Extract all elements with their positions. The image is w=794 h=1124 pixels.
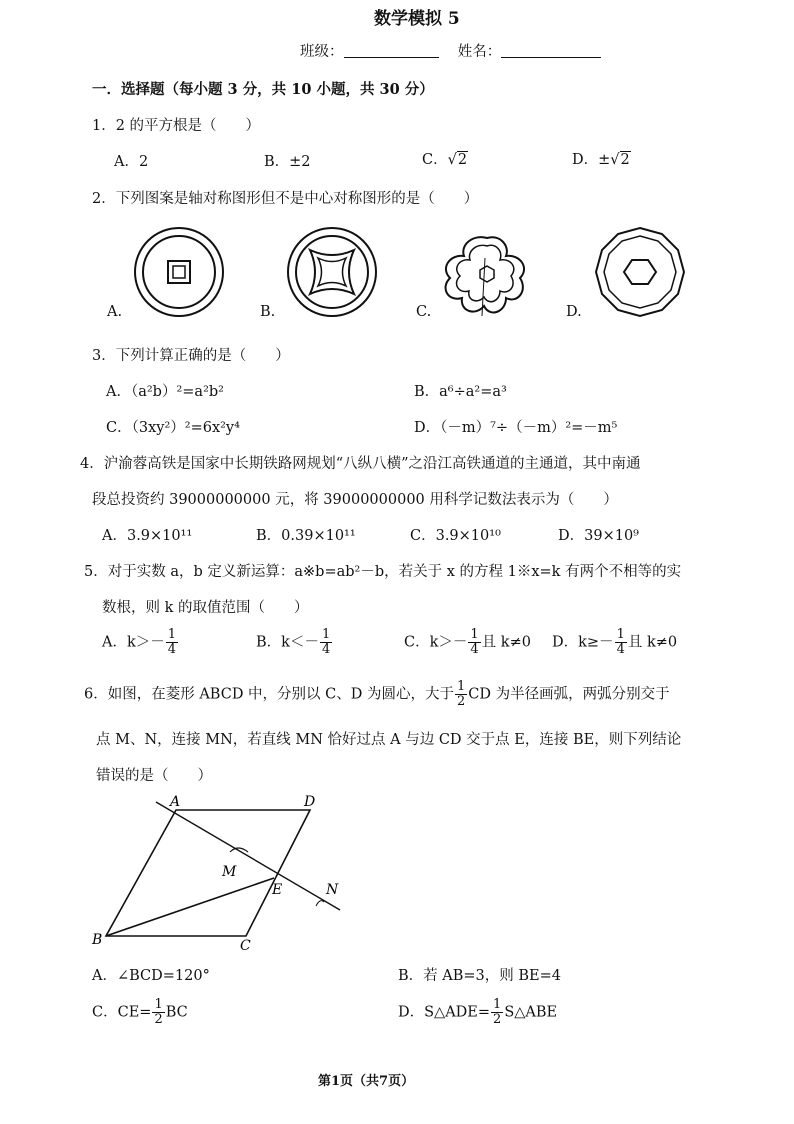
fraction: $\frac{1}{2}$ <box>154 997 163 1027</box>
q6-line3: 错误的是（ ） <box>96 768 212 784</box>
q2-figure-c <box>440 232 534 318</box>
figure-label-b: B <box>92 932 103 948</box>
q2-option-c[interactable]: C. <box>416 304 432 320</box>
q2-option-a[interactable]: A. <box>107 304 123 320</box>
q2-figure-b <box>286 226 378 318</box>
q1-option-a[interactable]: A．2 <box>114 154 149 170</box>
section-heading: 一．选择题（每小题 3 分，共 10 小题，共 30 分） <box>92 81 434 98</box>
q1-option-b[interactable]: B．±2 <box>264 154 311 170</box>
figure-label-n: N <box>326 882 339 898</box>
q4-option-c[interactable]: C．3.9×10¹⁰ <box>410 528 501 544</box>
fraction: $\frac{1}{4}$ <box>470 627 479 657</box>
q4-option-b[interactable]: B．0.39×10¹¹ <box>256 528 356 544</box>
q1-option-c[interactable]: C．√2 <box>422 152 468 168</box>
q2-stem: 2．下列图案是轴对称图形但不是中心对称图形的是（ ） <box>92 191 479 207</box>
q4-line2: 段总投资约 39000000000 元，将 39000000000 用科学记数法表示为（ ） <box>92 492 618 508</box>
q4-option-a[interactable]: A．3.9×10¹¹ <box>102 528 193 544</box>
fraction: $\frac{1}{2}$ <box>457 679 466 709</box>
q6-line1: 6．如图，在菱形 ABCD 中，分别以 C、D 为圆心，大于 $\frac{1}{2}$ CD 为半径画弧，两弧分别交于 <box>84 679 670 709</box>
class-label: 班级： <box>300 44 344 60</box>
q6-option-b[interactable]: B．若 AB=3，则 BE=4 <box>398 968 561 984</box>
q5-line1: 5．对于实数 a，b 定义新运算：a※b=ab²－b，若关于 x 的方程 1※x=k 有两个不相等的实 <box>84 564 682 580</box>
q6-option-c[interactable]: C．CE= $\frac{1}{2}$ BC <box>92 997 188 1027</box>
q4-option-d[interactable]: D．39×10⁹ <box>558 528 639 544</box>
figure-label-m: M <box>222 864 237 880</box>
q3-option-b[interactable]: B．a⁶÷a²=a³ <box>414 384 507 400</box>
fraction: $\frac{1}{4}$ <box>167 627 177 657</box>
q5-option-a[interactable]: A．k＞－ $\frac{1}{4}$ <box>102 627 177 657</box>
q3-option-d[interactable]: D．（－m）⁷÷（－m）²=－m⁵ <box>414 420 618 436</box>
name-blank[interactable] <box>501 43 601 58</box>
q2-figure-a <box>133 226 225 318</box>
q5-option-b[interactable]: B．k＜－ $\frac{1}{4}$ <box>256 627 331 657</box>
q5-option-c[interactable]: C．k＞－ $\frac{1}{4}$ 且 k≠0 <box>404 627 531 657</box>
q5-option-d[interactable]: D．k≥－ $\frac{1}{4}$ 且 k≠0 <box>552 627 678 657</box>
fraction: $\frac{1}{4}$ <box>616 627 625 657</box>
figure-label-e: E <box>272 882 283 898</box>
q3-stem: 3．下列计算正确的是（ ） <box>92 348 290 364</box>
class-field <box>300 40 601 61</box>
q2-option-d[interactable]: D. <box>566 304 582 320</box>
figure-label-d: D <box>304 794 316 810</box>
fraction: $\frac{1}{2}$ <box>493 997 502 1027</box>
figure-label-c: C <box>240 938 251 954</box>
q6-option-a[interactable]: A．∠BCD=120° <box>92 968 210 984</box>
name-label: 姓名： <box>457 44 502 60</box>
q4-line1: 4．沪渝蓉高铁是国家中长期铁路网规划“八纵八横”之沿江高铁通道的主通道，其中南通 <box>80 456 641 472</box>
q6-line2: 点 M、N，连接 MN，若直线 MN 恰好过点 A 与边 CD 交于点 E，连接 BE，则下列结论 <box>96 732 682 748</box>
q1-option-d[interactable]: D．±√2 <box>572 152 630 168</box>
q3-option-a[interactable]: A．（a²b）²=a²b² <box>106 384 224 400</box>
q2-option-b[interactable]: B. <box>260 304 276 320</box>
q6-figure-rhombus <box>88 794 358 954</box>
q2-figure-d <box>594 226 686 318</box>
q6-option-d[interactable]: D．S△ADE= $\frac{1}{2}$ S△ABE <box>398 997 558 1027</box>
fraction: $\frac{1}{4}$ <box>321 627 331 657</box>
class-blank[interactable] <box>344 43 439 58</box>
figure-label-a: A <box>170 794 181 810</box>
q3-option-c[interactable]: C．（3xy²）²=6x²y⁴ <box>106 420 240 436</box>
page-title: 数学模拟 5 <box>374 9 460 29</box>
page-footer: 第1页（共7页） <box>318 1074 415 1089</box>
q5-line2: 数根，则 k 的取值范围（ ） <box>102 600 309 616</box>
q1-stem: 1．2 的平方根是（ ） <box>92 118 261 134</box>
